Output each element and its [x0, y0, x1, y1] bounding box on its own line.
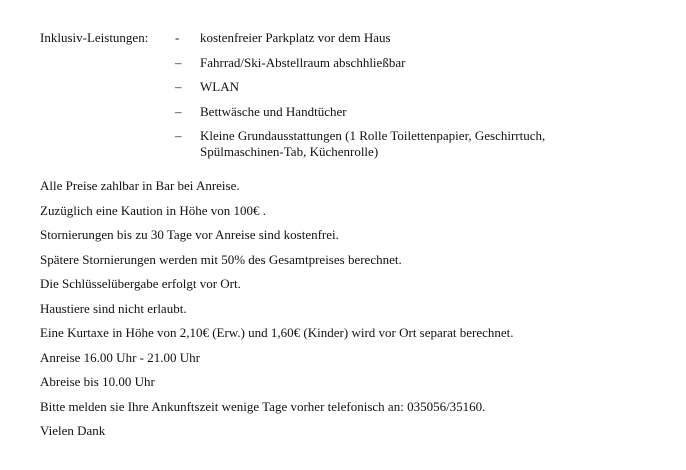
departure-time: Abreise bis 10.00 Uhr: [40, 374, 155, 389]
pets-note: Haustiere sind nicht erlaubt.: [40, 300, 187, 316]
inclusive-services-label: Inklusiv-Leistungen:: [40, 30, 149, 45]
cancellation-free-note: Stornierungen bis zu 30 Tage vor Anreise sind kostenfrei.: [40, 227, 339, 242]
thanks: Vielen Dank: [40, 423, 106, 438]
list-dash: –: [175, 79, 182, 94]
inclusive-item-linen: Bettwäsche und Handtücher: [200, 103, 347, 119]
cancellation-fee-note: Spätere Stornierungen werden mit 50% des Gesamtpreises berechnet.: [40, 251, 402, 267]
inclusive-item-parking: kostenfreier Parkplatz vor dem Haus: [200, 30, 391, 45]
arrival-notice: Bitte melden sie Ihre Ankunftszeit wenige Tage vorher telefonisch an: 035056/35160.: [40, 398, 486, 414]
list-dash: -: [175, 30, 180, 45]
inclusive-item-storage: Fahrrad/Ski-Abstellraum abschhließbar: [200, 54, 406, 70]
deposit-note: Zuzüglich eine Kaution in Höhe von 100€ .: [40, 202, 267, 218]
arrival-time: Anreise 16.00 Uhr - 21.00 Uhr: [40, 349, 200, 365]
list-dash: –: [175, 128, 182, 143]
inclusive-item-wlan: WLAN: [200, 79, 239, 94]
payment-note: Alle Preise zahlbar in Bar bei Anreise.: [40, 178, 240, 193]
list-dash: –: [175, 54, 182, 70]
conditions-text: [40, 178, 514, 448]
list-dash: –: [175, 103, 182, 119]
key-handover-note: Die Schlüsselübergabe erfolgt vor Ort.: [40, 276, 241, 291]
inclusive-item-basic-equipment: Kleine Grundausstattungen (1 Rolle Toilettenpapier, Geschirrtuch, Spülmaschinen-Tab, Küchenrolle): [200, 128, 546, 159]
tourist-tax-note: Eine Kurtaxe in Höhe von 2,10€ (Erw.) und 1,60€ (Kinder) wird vor Ort separat berechnet.: [40, 325, 514, 340]
